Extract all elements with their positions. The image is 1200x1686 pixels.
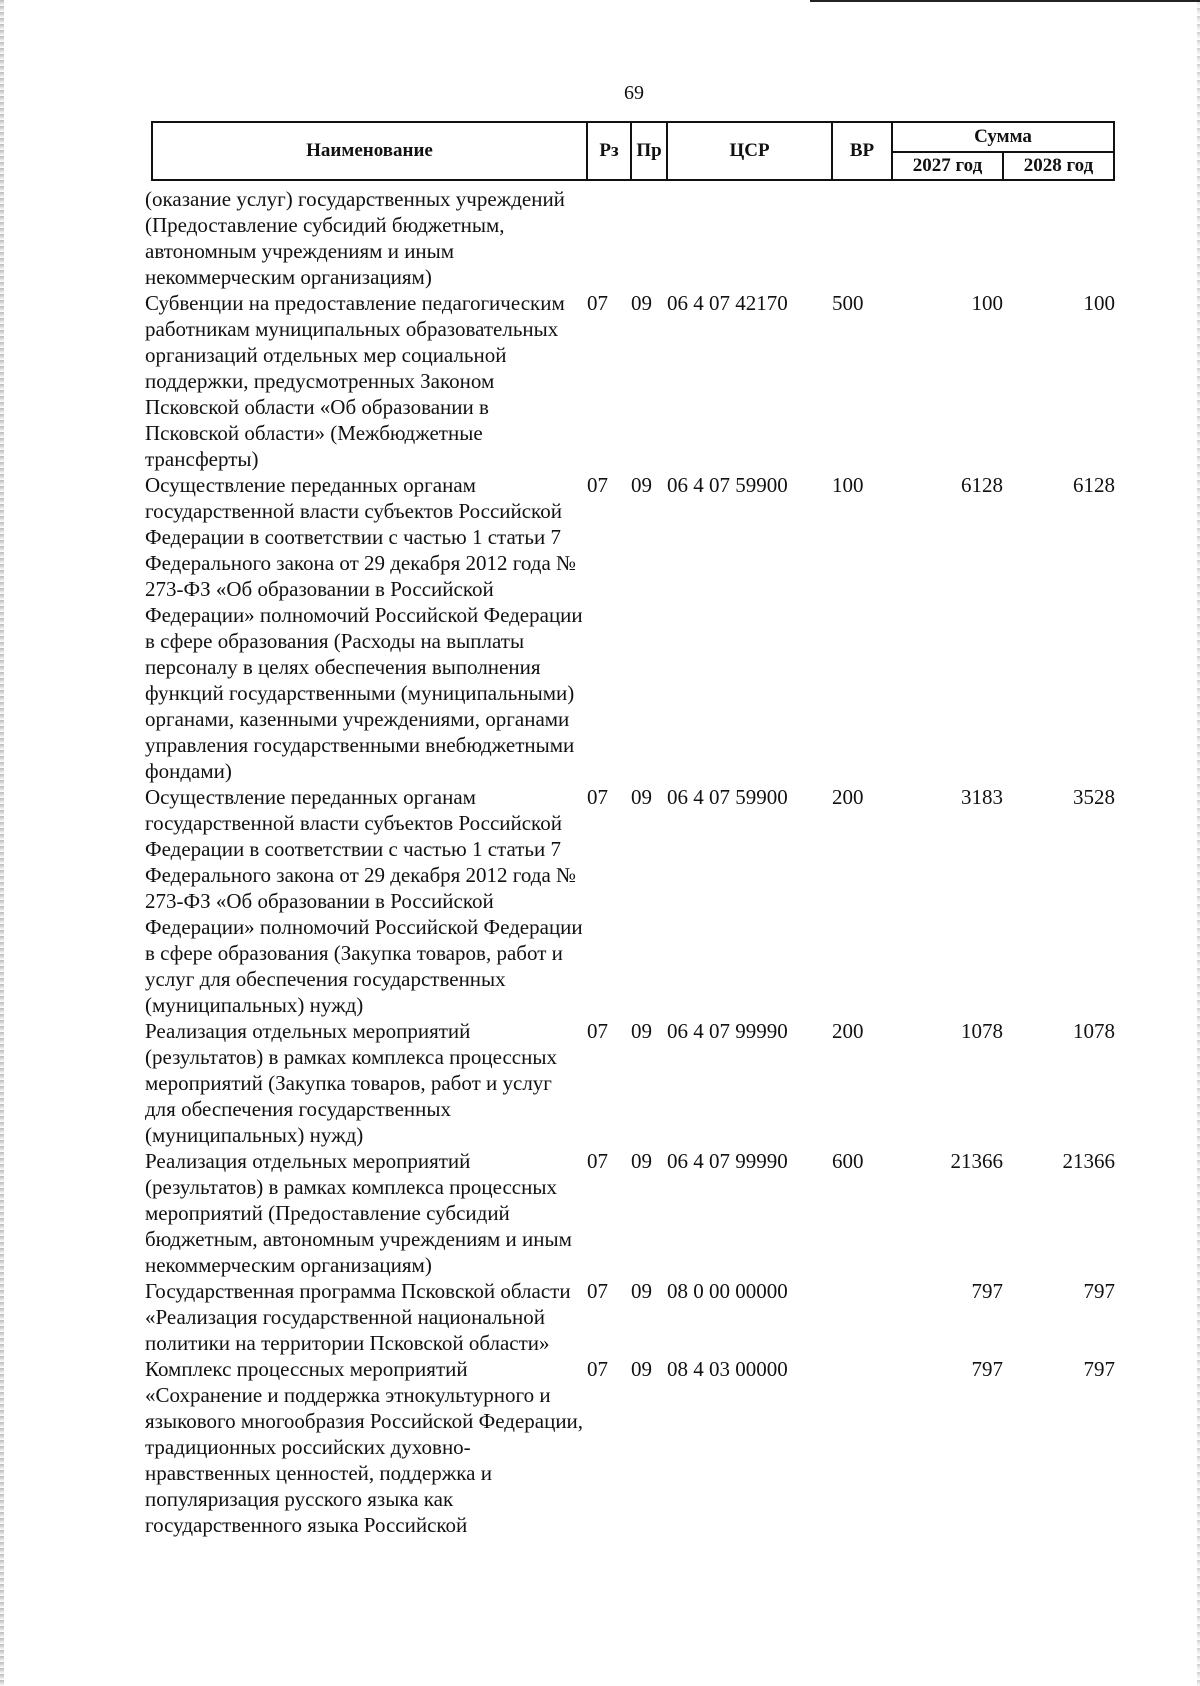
row-name: Комплекс процессных мероприятий «Сохранение и поддержка этнокультурного и языкового многообразия Российской Федерации, традиционных российских духовно-нравственных ценностей, поддержка и популяризация русского языка как государственного языка Российской [145, 1357, 584, 1537]
row-pr [631, 186, 667, 290]
row-rz: 07 [587, 473, 608, 497]
row-sum-2028: 6128 [1073, 473, 1115, 497]
row-pr: 09 [631, 1279, 652, 1303]
row-vr: 500 [832, 291, 864, 315]
row-sum-2027: 100 [971, 291, 1003, 315]
row-vr: 100 [832, 473, 864, 497]
table-row [145, 784, 1115, 1018]
row-sum-2028: 3528 [1073, 785, 1115, 809]
row-vr: 200 [832, 1019, 864, 1043]
row-sum-2028: 1078 [1073, 1019, 1115, 1043]
table-row [145, 186, 1115, 290]
row-rz [587, 186, 631, 290]
row-name: (оказание услуг) государственных учреждений (Предоставление субсидий бюджетным, автономным учреждениям и иным некоммерческим организациям) [145, 187, 565, 289]
row-sum-2028: 797 [1083, 1279, 1115, 1303]
row-sum-2027: 3183 [961, 785, 1003, 809]
row-csr: 06 4 07 99990 [667, 1019, 788, 1043]
table-row [145, 472, 1115, 784]
row-pr: 09 [631, 1357, 652, 1381]
row-pr: 09 [631, 1019, 652, 1043]
row-vr [832, 186, 892, 290]
row-sum-2027: 21366 [950, 1149, 1003, 1173]
row-rz: 07 [587, 1357, 608, 1381]
table-row [145, 1148, 1115, 1278]
header-pr: Пр [631, 122, 667, 180]
table-row [145, 1356, 1115, 1538]
table-header [151, 121, 1115, 181]
row-sum-2028: 797 [1083, 1357, 1115, 1381]
header-year-2028: 2028 год [1003, 152, 1114, 180]
budget-table [145, 186, 1115, 1538]
row-pr: 09 [631, 1149, 652, 1173]
row-sum-2028: 100 [1083, 291, 1115, 315]
row-name: Субвенции на предоставление педагогическим работникам муниципальных образовательных организаций отдельных мер социальной поддержки, предусмотренных Законом Псковской области «Об образовании в Псковской области» (Межбюджетные трансферты) [145, 291, 565, 471]
row-name: Государственная программа Псковской области «Реализация государственной национальной политики на территории Псковской области» [145, 1279, 571, 1355]
table-row [145, 290, 1115, 472]
scan-edge-left [0, 0, 4, 1686]
row-vr [832, 1356, 892, 1538]
row-name: Осуществление переданных органам государственной власти субъектов Российской Федерации в соответствии с частью 1 статьи 7 Федерального закона от 29 декабря 2012 года № 273-ФЗ «Об образовании в Российской Федерации» полномочий Российской Федерации в сфере образования (Расходы на выплаты персоналу в целях обеспечения выполнения функций государственными (муниципальными) органами, казенными учреждениями, органами управления государственными внебюджетными фондами) [145, 473, 583, 783]
row-csr [667, 186, 832, 290]
row-name: Реализация отдельных мероприятий (результатов) в рамках комплекса процессных мероприятий (Закупка товаров, работ и услуг для обеспечения государственных (муниципальных) нужд) [145, 1019, 557, 1147]
row-csr: 08 0 00 00000 [667, 1279, 788, 1303]
row-rz: 07 [587, 785, 608, 809]
scan-top-line [810, 0, 1200, 2]
header-vr: ВР [832, 122, 892, 180]
row-pr: 09 [631, 785, 652, 809]
row-sum-2027: 797 [971, 1357, 1003, 1381]
page-number: 69 [624, 82, 644, 104]
header-name: Наименование [152, 122, 587, 180]
row-csr: 08 4 03 00000 [667, 1357, 788, 1381]
header-sum: Сумма [892, 122, 1114, 152]
row-vr: 600 [832, 1149, 864, 1173]
row-rz: 07 [587, 1019, 608, 1043]
table-row [145, 1278, 1115, 1356]
row-sum-2027: 6128 [961, 473, 1003, 497]
row-sum-2028: 21366 [1062, 1149, 1115, 1173]
row-pr: 09 [631, 473, 652, 497]
row-name: Реализация отдельных мероприятий (результатов) в рамках комплекса процессных мероприятий (Предоставление субсидий бюджетным, автономным учреждениям и иным некоммерческим организациям) [145, 1149, 572, 1277]
row-csr: 06 4 07 59900 [667, 473, 788, 497]
row-sum-2027 [892, 186, 1003, 290]
row-vr [832, 1278, 892, 1356]
row-sum-2028 [1003, 186, 1115, 290]
row-rz: 07 [587, 1149, 608, 1173]
row-rz: 07 [587, 1279, 608, 1303]
header-csr: ЦСР [667, 122, 832, 180]
header-year-2027: 2027 год [892, 152, 1003, 180]
row-csr: 06 4 07 42170 [667, 291, 788, 315]
row-pr: 09 [631, 291, 652, 315]
row-csr: 06 4 07 99990 [667, 1149, 788, 1173]
row-rz: 07 [587, 291, 608, 315]
header-rz: Рз [587, 122, 631, 180]
row-name: Осуществление переданных органам государственной власти субъектов Российской Федерации в соответствии с частью 1 статьи 7 Федерального закона от 29 декабря 2012 года № 273-ФЗ «Об образовании в Российской Федерации» полномочий Российской Федерации в сфере образования (Закупка товаров, работ и услуг для обеспечения государственных (муниципальных) нужд) [145, 785, 583, 1017]
row-sum-2027: 1078 [961, 1019, 1003, 1043]
table-row [145, 1018, 1115, 1148]
row-sum-2027: 797 [971, 1279, 1003, 1303]
row-csr: 06 4 07 59900 [667, 785, 788, 809]
row-vr: 200 [832, 785, 864, 809]
